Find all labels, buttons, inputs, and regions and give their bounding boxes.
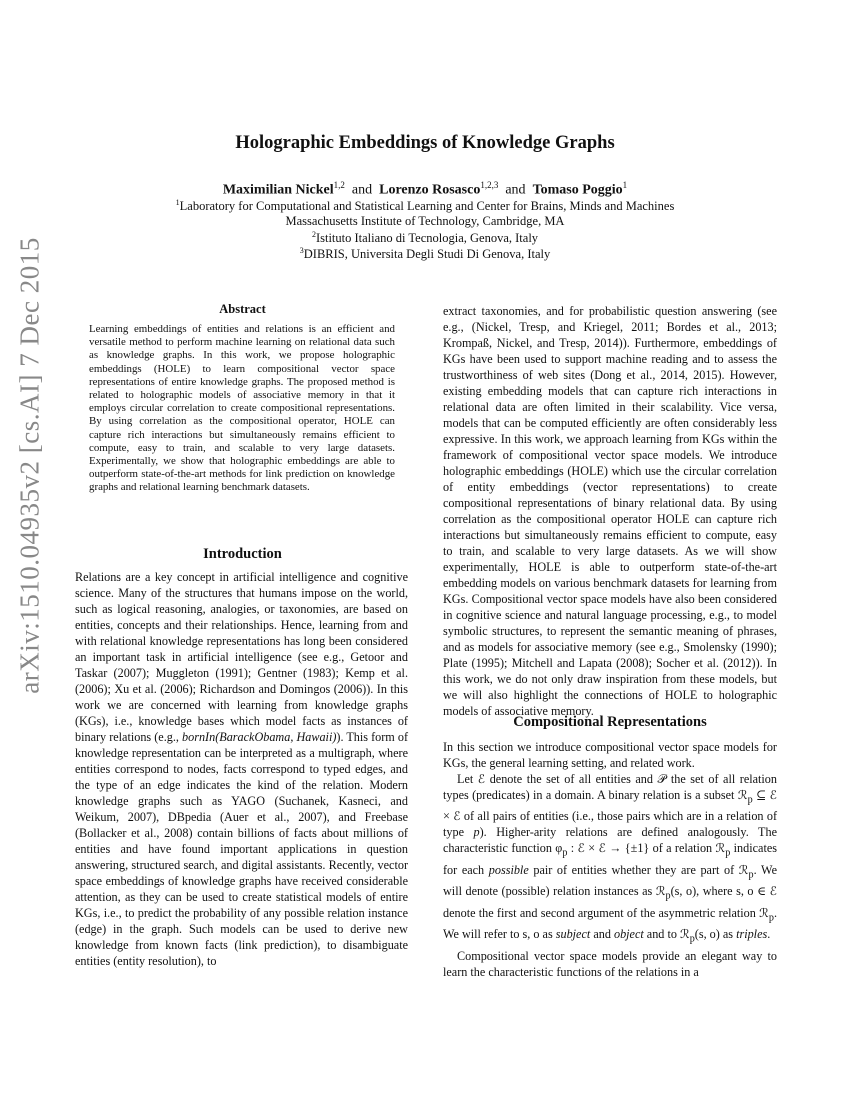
affiliation-text: Massachusetts Institute of Technology, Cambridge, MA [285, 214, 565, 228]
affiliation-mark: 2 [311, 230, 316, 239]
author-line [0, 180, 850, 199]
compositional-heading: Compositional Representations [513, 714, 707, 730]
affiliation-mark: 3 [299, 246, 304, 255]
affiliation-text: Istituto Italiano di Tecnologia, Genova, Italy [315, 231, 539, 246]
author-name: Lorenzo Rosasco [379, 182, 481, 198]
affiliation-text: Laboratory for Computational and Statistical Learning and Center for Brains, Minds and Machines [179, 199, 675, 214]
compositional-body [443, 739, 777, 980]
paper-title: Holographic Embeddings of Knowledge Graphs [235, 133, 615, 153]
author-name: Maximilian Nickel [222, 182, 334, 198]
definition-paragraph: Let ℰ denote the set of all entities and 𝒫 the set of all relation types (predicates) in a domain. A binary relation is a subset ℛ$_p$ ⊆ ℰ × ℰ of all pairs of entities (i.e., those pairs which are in a relation of type p). Higher-arity relations are defined analogously. The characteristic function $\varphi_p$ : ℰ × ℰ → {±1} of a relation ℛ$_p$ indicates for each possible pair of entities whether they are part of ℛ$_p$. We will denote (possible) relation instances as ℛ$_p$(s, o), where s, o ∈ ℰ denote the first and second argument of the asymmetric relation ℛ$_p$. We will refer to s, o as subject and object and to ℛ$_p$(s, o) as triples. [443, 772, 778, 945]
introduction-body [75, 569, 408, 969]
author-separator: and [351, 182, 373, 198]
affiliation-line [0, 214, 850, 229]
affiliation-mark: 1 [175, 198, 180, 207]
author-affiliation-mark: 1,2 [333, 180, 345, 190]
author-affiliation-mark: 1,2,3 [480, 180, 499, 190]
affiliation-line [0, 198, 850, 214]
author-separator: and [505, 182, 526, 198]
author-name: Tomaso Poggio [532, 182, 623, 198]
abstract-body: Learning embeddings of entities and relations is an efficient and versatile method to perform machine learning on relational data such as knowledge graphs. In this work, we propose holographic embeddings (HOLE) to learn compositional vector space representations of entire knowledge graphs. The proposed method is related to holographic models of associative memory in that it employs circular correlation to create compositional representations. By using correlation as the compositional operator, HOLE can capture rich interactions but simultaneously remains efficient to compute, easy to train, and scalable to very large datasets. Experimentally, we show that holographic embeddings are able to outperform state-of-the-art methods for link prediction on knowledge graphs and relational learning benchmark datasets. [89, 323, 395, 494]
paragraph-text: extract taxonomies, and for probabilistic question answering (see e.g., (Nickel, Tresp, and Kriegel, 2011; Bordes et al., 2013; Krompaß, Nickel, and Tresp, 2014)). Furthermore, embeddings of KGs have been used to support machine reading and to assess the trustworthiness of web sites (Dong et al., 2014, 2015). However, existing embedding models that can capture rich interactions in relational data are often limited in their scalability. Vice versa, models that can be computed efficiently are often considerably less expressive. In this work, we approach learning from KGs within the framework of compositional vector space models. We introduce holographic embeddings (HOLE) which use the circular correlation of entity embeddings (vector representations) to create compositional representations of binary relational data. By using correlation as the compositional operator HOLE can capture rich interactions but simultaneously remains efficient to compute, easy to train, and scalable to very large datasets. As we will show experimentally, HOLE is able to outperform state-of-the-art embedding models on various benchmark datasets for learning from KGs. Compositional vector space models have also been considered in cognitive science and natural language processing, e.g., to model symbolic structures, to represent the semantic meaning of phrases, and as models for associative memory (see e.g., Smolensky (1990); Plate (1995); Mitchell and Lapata (2008); Socher et al. (2012)). In this work, we do not only draw inspiration from these models, but we will also highlight the connections of HOLE to holographic models of associative memory. [443, 304, 777, 718]
author-affiliation-mark: 1 [622, 180, 628, 190]
paragraph-text: In this section we introduce compositional vector space models for KGs, the general learning setting, and related work. [443, 740, 777, 770]
right-column-body [443, 303, 777, 719]
affiliation-line [0, 246, 850, 262]
introduction-heading: Introduction [203, 546, 282, 562]
abstract-heading: Abstract [219, 302, 266, 316]
arxiv-side-stamp: arXiv:1510.04935v2 [cs.AI] 7 Dec 2015 [14, 237, 45, 694]
paragraph-text: Compositional vector space models provide an elegant way to learn the characteristic functions of the relations in a [443, 948, 777, 979]
affiliation-text: DIBRIS, Universita Degli Studi Di Genova, Italy [303, 247, 551, 262]
paragraph-text: Relations are a key concept in artificial intelligence and cognitive science. Many of the structures that humans impose on the world, such as logical reasoning, analogies, or taxonomies, are based on entities, concepts and their relationships. Hence, learning from and with relational knowledge representations has long been considered an important task in artificial intelligence (see e.g., Getoor and Taskar (2007); Muggleton (1991); Gentner (1983); Kemp et al. (2006); Xu et al. (2006); Richardson and Domingos (2006)). In this work we are concerned with learning from knowledge graphs (KGs), i.e., knowledge bases which model facts as instances of binary relations (e.g., [75, 570, 408, 744]
paragraph-text: ). This form of knowledge representation can be interpreted as a multigraph, where entities correspond to nodes, facts correspond to typed edges, and the type of an edge indicates the kind of the relation. Modern knowledge graphs such as YAGO (Suchanek, Kasneci, and Weikum, 2007), DBpedia (Auer et al., 2007), and Freebase (Bollacker et al., 2008) contain billions of facts about millions of entities and have found important applications in question answering, structured search, and digital assistants. Recently, vector space embeddings of knowledge graphs have received considerable attention, as they can be used to create statistical models of entire KGs, i.e., to predict the probability of any possible relation instance (edge) in the graph. Such models can be used to derive new knowledge from known facts (link prediction), to disambiguate entities (entity resolution), to [75, 730, 409, 968]
example-fact: bornIn(BarackObama, Hawaii) [182, 730, 337, 744]
affiliation-line [0, 230, 850, 246]
